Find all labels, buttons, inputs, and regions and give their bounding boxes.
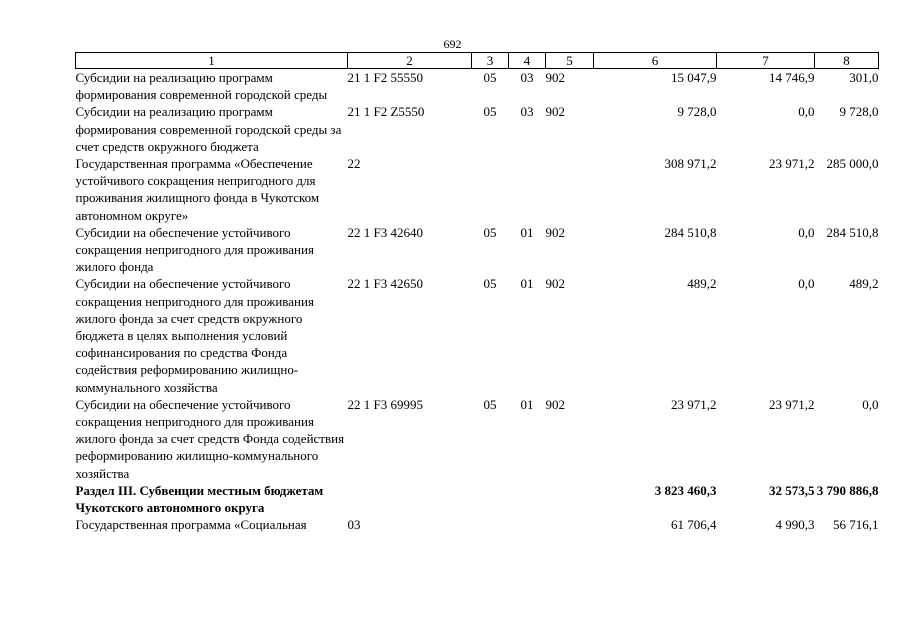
table-row <box>76 396 879 482</box>
row-admin-code: 902 <box>545 70 565 85</box>
row-section-code: 05 <box>483 224 497 240</box>
column-header: 6 <box>594 53 717 69</box>
column-header: 1 <box>76 53 348 69</box>
table-row <box>76 224 879 276</box>
row-code: 21 1 F2 Z5550 <box>347 104 425 120</box>
row-subsection-code: 03 <box>520 104 534 120</box>
row-amount-total: 9 728,0 <box>677 104 717 120</box>
column-header: 7 <box>717 53 815 69</box>
row-name: Субсидии на обеспечение устойчивого сокращения непригодного для проживания жилого фонда за счет средств окружного бюджета в целях выполнения условий софинансирования по средства Фонда содействия реформированию жилищно-коммунального хозяйства <box>75 276 314 395</box>
row-subsection-code: 01 <box>520 224 534 240</box>
row-admin-code: 902 <box>545 396 565 412</box>
row-admin-code <box>546 155 594 224</box>
column-header: 3 <box>472 53 509 69</box>
page-number: 692 <box>443 37 462 51</box>
row-section-code: 05 <box>483 396 497 412</box>
row-name: Государственная программа «Социальная <box>75 517 307 533</box>
row-section-code: 05 <box>483 70 497 85</box>
row-admin-code <box>546 516 594 533</box>
row-amount-col8: 285 000,0 <box>826 156 879 172</box>
row-admin-code: 902 <box>545 104 565 120</box>
row-amount-col8: 3 790 886,8 <box>816 482 879 498</box>
row-code: 03 <box>347 517 361 533</box>
row-subsection-code: 01 <box>520 276 534 292</box>
table-row <box>76 69 879 104</box>
row-amount-total: 308 971,2 <box>664 156 717 172</box>
row-amount-col7: 0,0 <box>798 276 815 292</box>
row-amount-total: 489,2 <box>687 276 717 292</box>
column-header: 4 <box>509 53 546 69</box>
table-row <box>76 155 879 224</box>
row-section-code <box>472 155 509 224</box>
column-header: 2 <box>348 53 472 69</box>
row-amount-col8: 301,0 <box>849 70 879 85</box>
table-row <box>76 516 879 533</box>
row-name: Субсидии на реализацию программ формирования современной городской среды за счет средств окружного бюджета <box>75 104 342 154</box>
row-amount-total: 61 706,4 <box>671 517 717 533</box>
row-amount-col7: 32 573,5 <box>769 482 815 498</box>
row-amount-col7: 0,0 <box>798 224 815 240</box>
row-amount-col7: 0,0 <box>798 104 815 120</box>
row-subsection-code <box>509 155 546 224</box>
row-code <box>348 482 472 516</box>
row-subsection-code <box>509 516 546 533</box>
table-row <box>76 275 879 395</box>
row-amount-col8: 9 728,0 <box>839 104 879 120</box>
column-header: 8 <box>815 53 879 69</box>
table-header-row <box>76 53 879 69</box>
row-name: Государственная программа «Обеспечение устойчивого сокращения непригодного для проживания жилищного фонда в Чукотском автономном округе» <box>75 156 320 223</box>
row-amount-col8: 284 510,8 <box>826 224 879 240</box>
row-amount-col8: 56 716,1 <box>833 517 879 533</box>
row-code: 22 1 F3 69995 <box>347 396 423 412</box>
row-admin-code <box>546 482 594 516</box>
row-section-code <box>472 482 509 516</box>
row-amount-total: 3 823 460,3 <box>654 482 717 498</box>
budget-table <box>75 52 879 533</box>
table-row <box>76 103 879 155</box>
row-name: Субсидии на обеспечение устойчивого сокращения непригодного для проживания жилого фонда за счет средств Фонда содействия реформированию жилищно-коммунального хозяйства <box>75 396 345 481</box>
row-subsection-code: 03 <box>520 70 534 85</box>
row-amount-col7: 4 990,3 <box>775 517 815 533</box>
column-header: 5 <box>546 53 594 69</box>
row-name: Субсидии на обеспечение устойчивого сокращения непригодного для проживания жилого фонда <box>75 224 314 275</box>
row-admin-code: 902 <box>545 224 565 240</box>
row-amount-col7: 23 971,2 <box>769 156 815 172</box>
row-section-code: 05 <box>483 276 497 292</box>
row-section-code: 05 <box>483 104 497 120</box>
row-subsection-code: 01 <box>520 396 534 412</box>
row-name: Субсидии на реализацию программ формирования современной городской среды <box>75 70 328 103</box>
row-code: 22 <box>347 156 361 172</box>
row-section-code <box>472 516 509 533</box>
row-amount-total: 15 047,9 <box>671 70 717 85</box>
row-subsection-code <box>509 482 546 516</box>
row-code: 22 1 F3 42640 <box>347 224 423 240</box>
row-amount-col7: 14 746,9 <box>769 70 815 85</box>
row-amount-total: 284 510,8 <box>664 224 717 240</box>
row-amount-col8: 489,2 <box>849 276 879 292</box>
row-admin-code: 902 <box>545 276 565 292</box>
row-code: 22 1 F3 42650 <box>347 276 423 292</box>
row-code: 21 1 F2 55550 <box>347 70 423 85</box>
row-amount-col7: 23 971,2 <box>769 396 815 412</box>
row-amount-total: 23 971,2 <box>671 396 717 412</box>
row-amount-col8: 0,0 <box>862 396 879 412</box>
section-row <box>76 482 879 516</box>
row-name: Раздел III. Субвенции местным бюджетам Чукотского автономного округа <box>75 482 324 516</box>
